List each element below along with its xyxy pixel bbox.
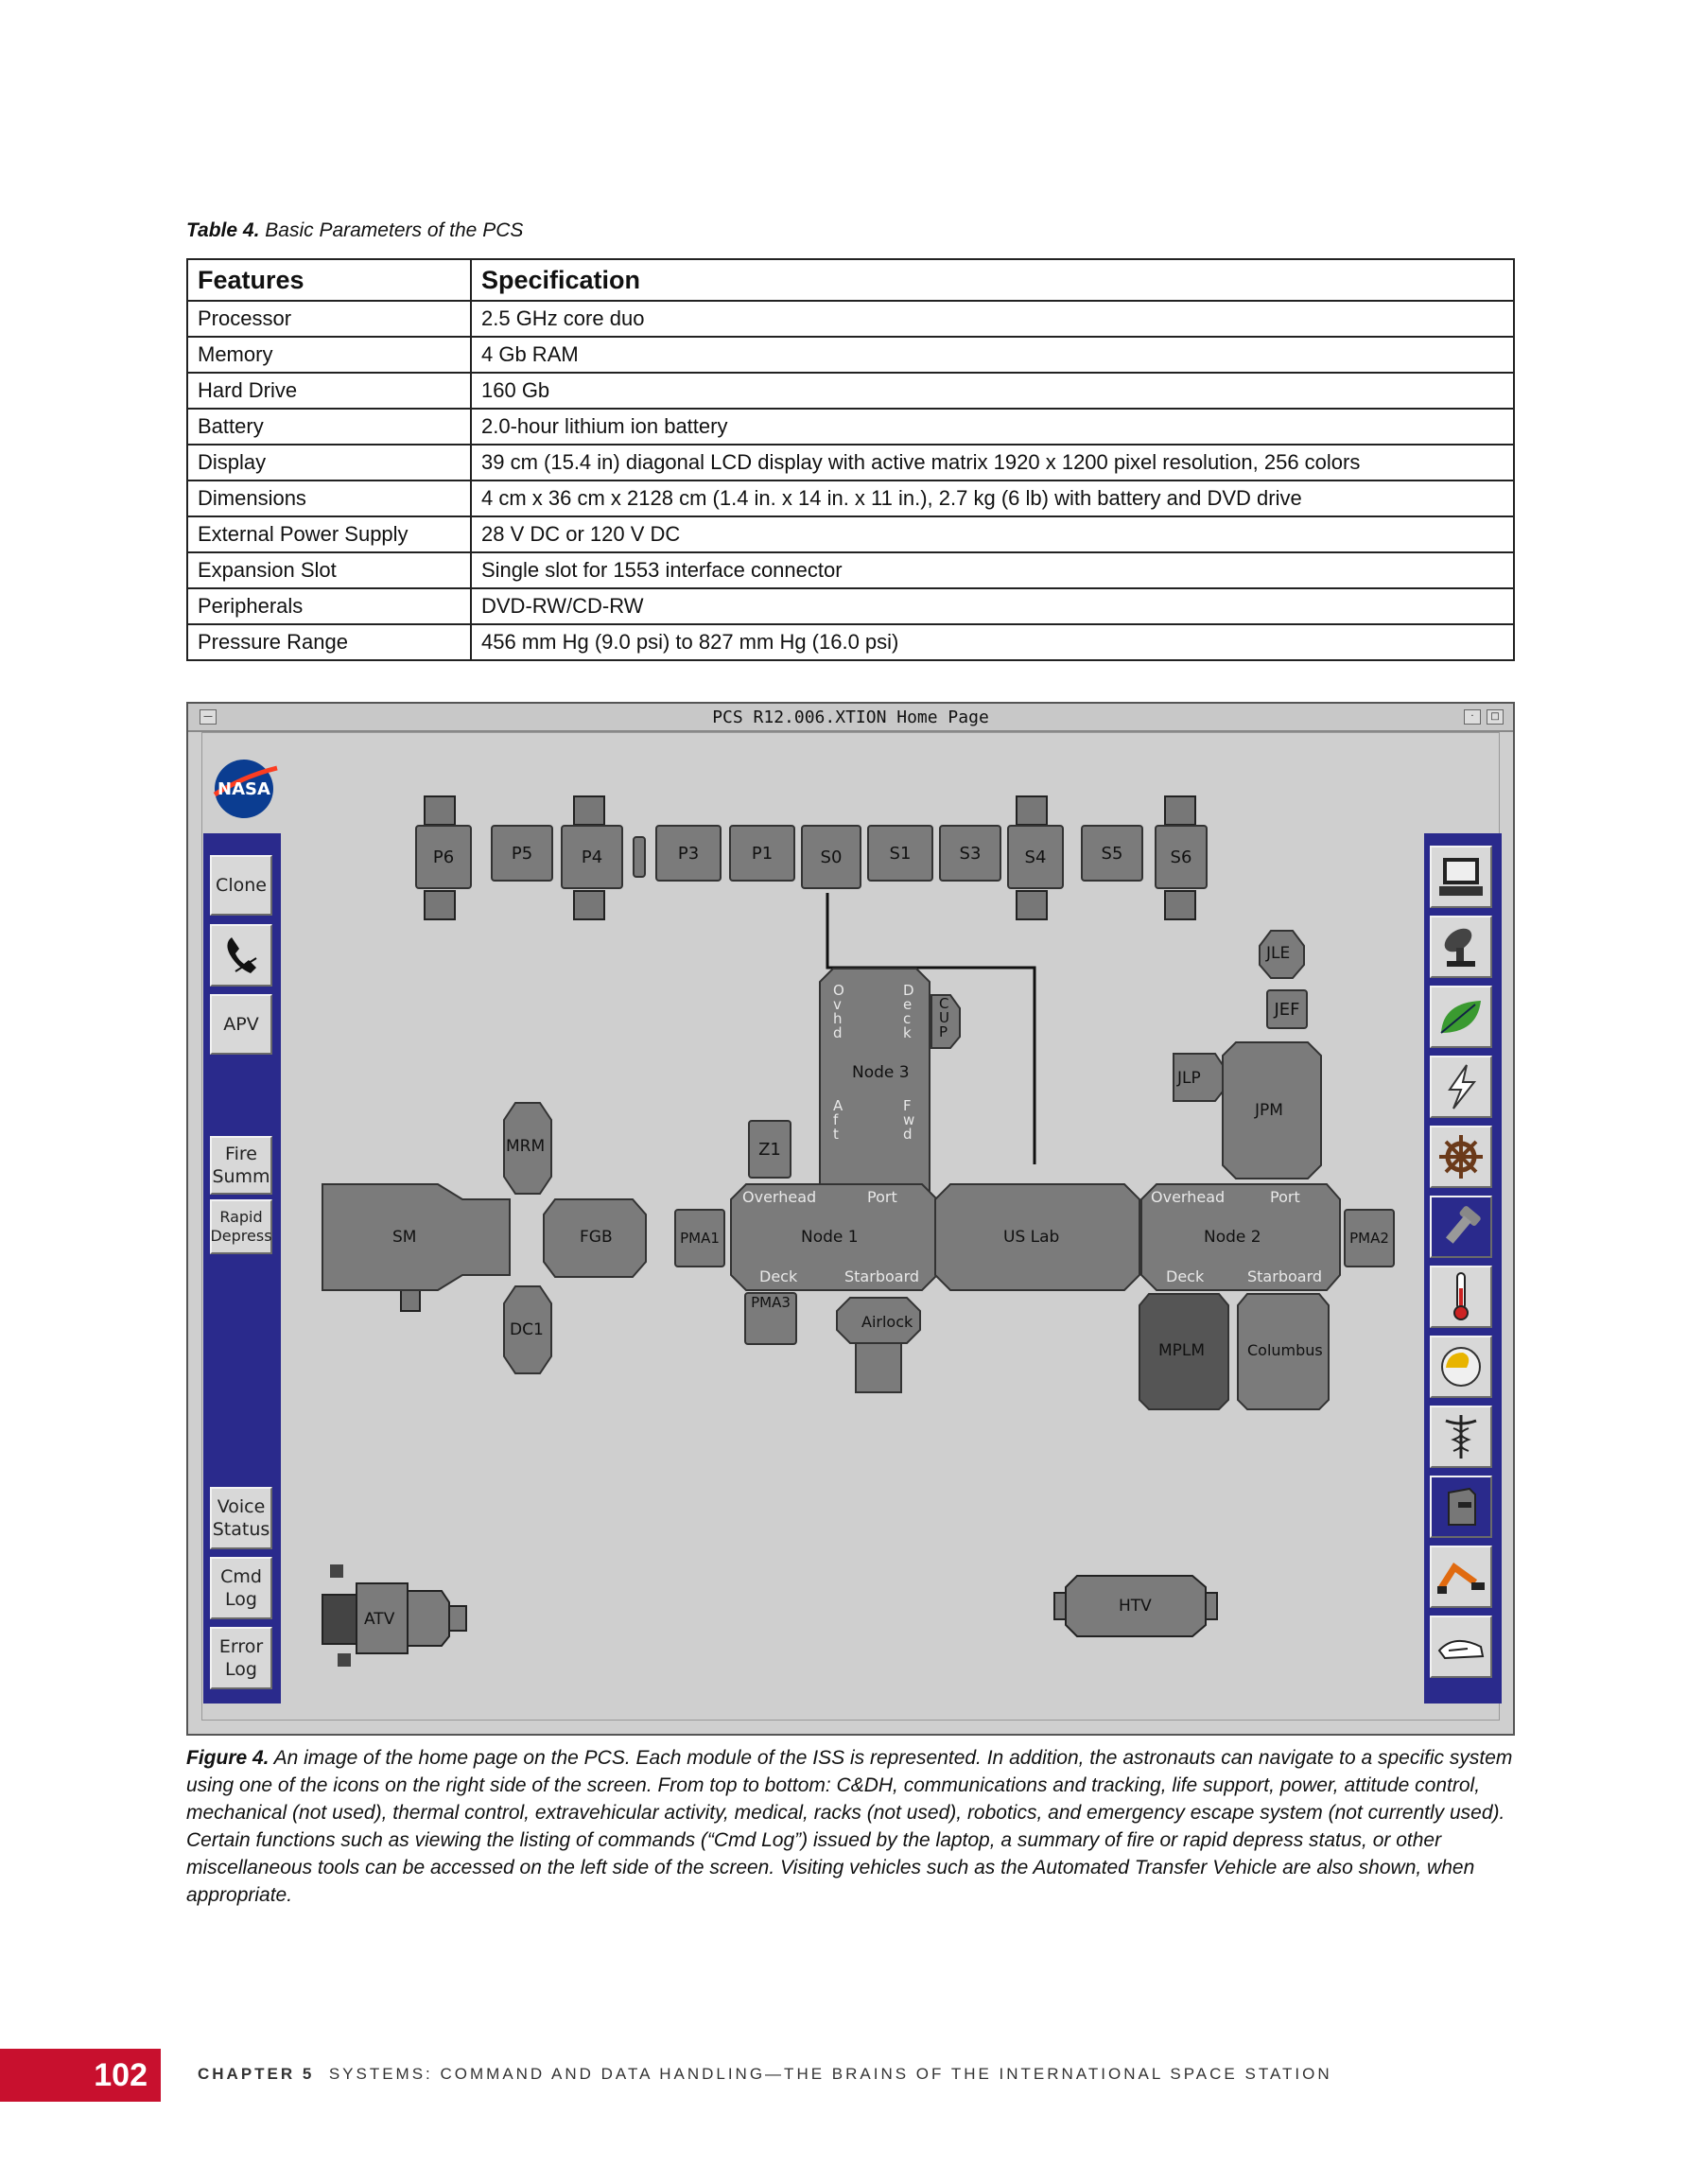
- table-row: [187, 552, 1514, 588]
- specification-cell: DVD-RW/CD-RW: [471, 588, 1514, 624]
- module-jlp[interactable]: JLP: [1177, 1069, 1201, 1088]
- specification-cell: 160 Gb: [471, 373, 1514, 409]
- specification-cell: 4 cm x 36 cm x 2128 cm (1.4 in. x 14 in. x 11 in.), 2.7 kg (6 lb) with battery and DVD drive: [471, 480, 1514, 516]
- truss-s0[interactable]: S0: [801, 825, 861, 889]
- module-columbus[interactable]: Columbus: [1247, 1341, 1323, 1359]
- module-pma3[interactable]: PMA3: [744, 1292, 797, 1345]
- truss-p3[interactable]: P3: [655, 825, 722, 882]
- node2-port-label[interactable]: Port: [1270, 1188, 1300, 1206]
- error-log-button[interactable]: Error Log: [210, 1627, 272, 1689]
- table-row: [187, 445, 1514, 480]
- parameters-table: [186, 258, 1515, 661]
- table-row: [187, 588, 1514, 624]
- specification-cell: 39 cm (15.4 in) diagonal LCD display with active matrix 1920 x 1200 pixel resolution, 256 colors: [471, 445, 1514, 480]
- module-cupola[interactable]: C U P: [939, 995, 949, 1040]
- feature-cell: Pressure Range: [187, 624, 471, 660]
- truss-p5[interactable]: P5: [491, 825, 553, 882]
- module-jle[interactable]: JLE: [1266, 944, 1291, 963]
- feature-cell: Processor: [187, 301, 471, 337]
- module-mrm[interactable]: MRM: [506, 1137, 546, 1156]
- module-node1[interactable]: Node 1: [801, 1228, 859, 1247]
- truss-p6[interactable]: P6: [415, 825, 472, 889]
- table-row: [187, 301, 1514, 337]
- feature-cell: Battery: [187, 409, 471, 445]
- node3-fwd-label[interactable]: F w d: [903, 1097, 915, 1143]
- specification-cell: 4 Gb RAM: [471, 337, 1514, 373]
- node3-deck-label[interactable]: D e c k: [903, 982, 914, 1041]
- feature-cell: External Power Supply: [187, 516, 471, 552]
- node2-deck-label[interactable]: Deck: [1166, 1267, 1205, 1285]
- clone-button[interactable]: Clone: [210, 855, 272, 916]
- window-menu-button[interactable]: —: [200, 709, 217, 725]
- column-header-features: Features: [187, 259, 471, 301]
- rapid-depress-button[interactable]: Rapid Depress: [210, 1199, 272, 1254]
- node1-overhead-label[interactable]: Overhead: [742, 1188, 817, 1206]
- node1-starboard-label[interactable]: Starboard: [844, 1267, 920, 1285]
- truss-s4[interactable]: S4: [1007, 825, 1064, 889]
- window-title: PCS R12.006.XTION Home Page: [712, 708, 989, 727]
- specification-cell: 2.5 GHz core duo: [471, 301, 1514, 337]
- truss-p1[interactable]: P1: [729, 825, 795, 882]
- specification-cell: Single slot for 1553 interface connector: [471, 552, 1514, 588]
- module-node3[interactable]: Node 3: [852, 1063, 910, 1082]
- feature-cell: Peripherals: [187, 588, 471, 624]
- specification-cell: 2.0-hour lithium ion battery: [471, 409, 1514, 445]
- truss-s5[interactable]: S5: [1081, 825, 1143, 882]
- node2-starboard-label[interactable]: Starboard: [1247, 1267, 1323, 1285]
- feature-cell: Display: [187, 445, 471, 480]
- module-jef[interactable]: JEF: [1266, 989, 1308, 1029]
- node2-overhead-label[interactable]: Overhead: [1151, 1188, 1226, 1206]
- feature-cell: Memory: [187, 337, 471, 373]
- module-node2[interactable]: Node 2: [1204, 1228, 1261, 1247]
- truss-connector: [633, 836, 646, 878]
- apv-button[interactable]: APV: [210, 994, 272, 1055]
- truss-s3[interactable]: S3: [939, 825, 1001, 882]
- module-fgb[interactable]: FGB: [580, 1228, 613, 1247]
- feature-cell: Hard Drive: [187, 373, 471, 409]
- feature-cell: Dimensions: [187, 480, 471, 516]
- specification-cell: 28 V DC or 120 V DC: [471, 516, 1514, 552]
- module-mplm[interactable]: MPLM: [1158, 1341, 1206, 1360]
- page-number: 102: [0, 2049, 161, 2102]
- maximize-button[interactable]: □: [1487, 709, 1504, 725]
- node1-port-label[interactable]: Port: [867, 1188, 897, 1206]
- cmd-log-button[interactable]: Cmd Log: [210, 1557, 272, 1619]
- module-dc1[interactable]: DC1: [510, 1320, 544, 1339]
- table-header-row: [187, 259, 1514, 301]
- vehicle-htv[interactable]: HTV: [1119, 1597, 1152, 1616]
- module-z1[interactable]: Z1: [748, 1120, 791, 1179]
- pcs-home-window: [186, 702, 1515, 1736]
- figure-caption: Figure 4. An image of the home page on the PCS. Each module of the ISS is represented. In addition, the astronauts can navigate to a specific system using one of the icons on the right side of the screen. From top to bottom: C&DH, communications and tracking, life support, power, attitude control, mechanical (not used), thermal control, extravehicular activity, medical, racks (not used), robotics, and emergency escape system (not currently used). Certain functions such as viewing the listing of commands (“Cmd Log”) issued by the laptop, a summary of fire or rapid depress status, or other miscellaneous tools can be accessed on the left side of the screen. Visiting vehicles such as the Automated Transfer Vehicle are also shown, when appropriate.: [186, 1747, 1513, 1906]
- column-header-specification: Specification: [471, 259, 1514, 301]
- module-pma1[interactable]: PMA1: [674, 1209, 725, 1267]
- table-row: [187, 480, 1514, 516]
- truss-p4[interactable]: P4: [561, 825, 623, 889]
- table-row: [187, 516, 1514, 552]
- feature-cell: Expansion Slot: [187, 552, 471, 588]
- module-sm[interactable]: SM: [392, 1228, 417, 1247]
- svg-text:NASA: NASA: [217, 779, 270, 799]
- vehicle-atv[interactable]: ATV: [364, 1610, 395, 1629]
- node3-aft-label[interactable]: A f t: [833, 1097, 844, 1143]
- module-us-lab[interactable]: US Lab: [1003, 1228, 1060, 1247]
- specification-cell: 456 mm Hg (9.0 psi) to 827 mm Hg (16.0 psi): [471, 624, 1514, 660]
- chapter-footer: CHAPTER 5 SYSTEMS: COMMAND AND DATA HANDLING—THE BRAINS OF THE INTERNATIONAL SPACE STATION: [198, 2065, 1332, 2083]
- module-jpm[interactable]: JPM: [1255, 1101, 1283, 1120]
- module-pma2[interactable]: PMA2: [1344, 1209, 1395, 1267]
- table-caption: Table 4. Basic Parameters of the PCS: [186, 219, 524, 241]
- table-row: [187, 624, 1514, 660]
- node3-overhead-label[interactable]: O v h d: [833, 982, 844, 1041]
- module-airlock[interactable]: Airlock: [861, 1313, 913, 1331]
- voice-status-button[interactable]: Voice Status: [210, 1487, 272, 1549]
- truss-s6[interactable]: S6: [1155, 825, 1208, 889]
- node1-deck-label[interactable]: Deck: [759, 1267, 798, 1285]
- fire-summ-button[interactable]: Fire Summ: [210, 1136, 272, 1195]
- truss-s1[interactable]: S1: [867, 825, 933, 882]
- table-row: [187, 409, 1514, 445]
- minimize-button[interactable]: ·: [1464, 709, 1481, 725]
- table-row: [187, 373, 1514, 409]
- table-row: [187, 337, 1514, 373]
